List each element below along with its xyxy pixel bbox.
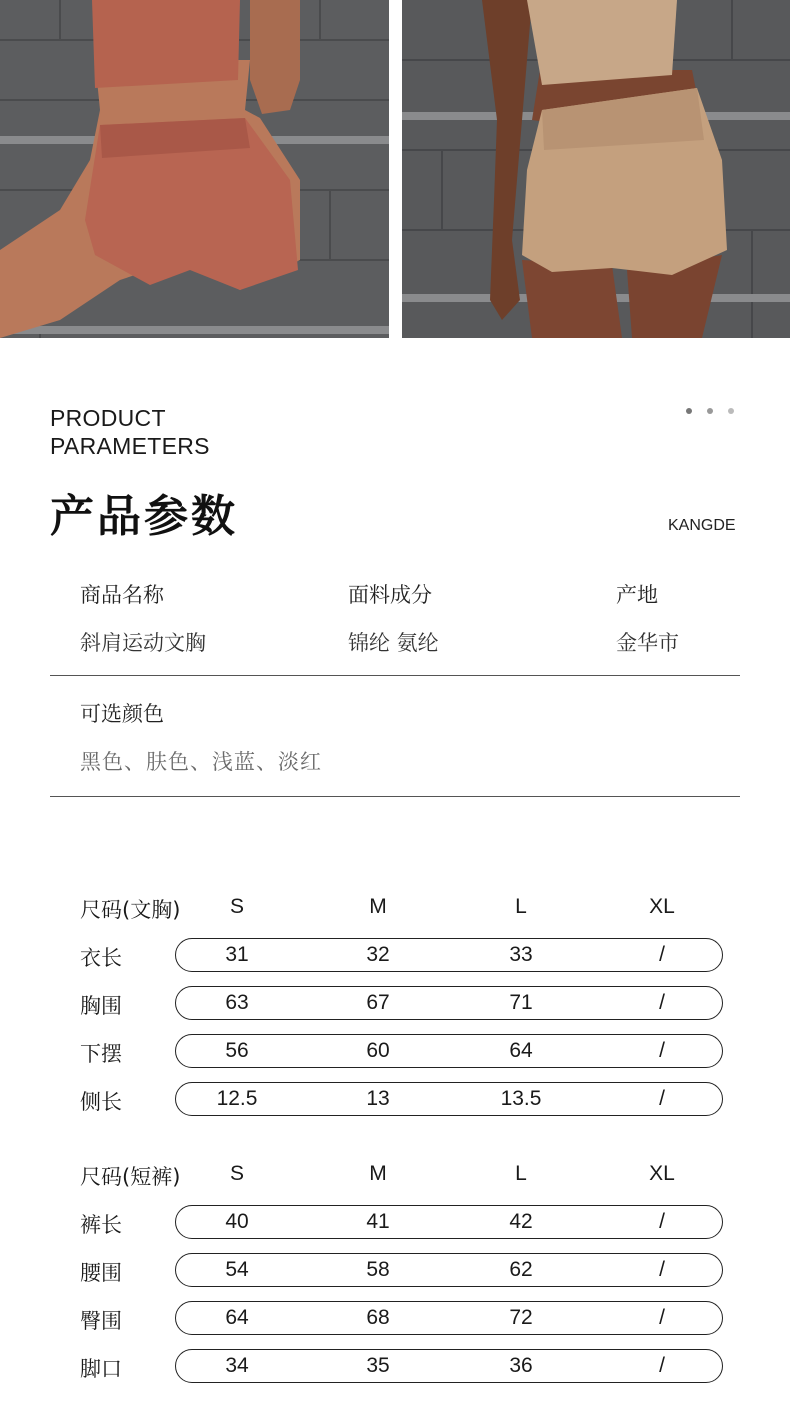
table-cell: 33 bbox=[509, 943, 533, 966]
dot-1 bbox=[686, 408, 692, 414]
table-title: 尺码(文胸) bbox=[80, 898, 181, 922]
table-cell: / bbox=[659, 1039, 665, 1062]
table-cell: 12.5 bbox=[216, 1087, 258, 1110]
param-label-name: 商品名称 bbox=[80, 583, 164, 607]
table-cell: 13.5 bbox=[500, 1087, 542, 1110]
table-header-row bbox=[0, 1157, 790, 1191]
size-header: M bbox=[369, 1162, 387, 1185]
table-row bbox=[0, 1301, 790, 1335]
table-cell: 56 bbox=[225, 1039, 249, 1062]
table-cell: 64 bbox=[509, 1039, 533, 1062]
brand-name: KANGDE bbox=[668, 517, 736, 534]
table-header-row bbox=[0, 890, 790, 924]
size-header: S bbox=[229, 1162, 244, 1185]
table-cell: / bbox=[659, 1087, 665, 1110]
table-cell: 41 bbox=[366, 1210, 390, 1233]
colors-value: 黑色、肤色、浅蓝、淡红 bbox=[80, 750, 322, 774]
table-row bbox=[0, 1082, 790, 1116]
divider bbox=[50, 675, 740, 676]
table-cell: 13 bbox=[366, 1087, 390, 1110]
row-label: 衣长 bbox=[80, 946, 122, 970]
table-row bbox=[0, 1349, 790, 1383]
size-header: S bbox=[229, 895, 244, 918]
table-row bbox=[0, 1034, 790, 1068]
table-cell: 32 bbox=[366, 943, 390, 966]
table-cell: / bbox=[659, 1306, 665, 1329]
divider bbox=[50, 796, 740, 797]
table-cell: 42 bbox=[509, 1210, 533, 1233]
product-photo-beige bbox=[402, 0, 790, 338]
table-cell: 60 bbox=[366, 1039, 390, 1062]
param-label-material: 面料成分 bbox=[348, 583, 432, 607]
table-cell: / bbox=[659, 1210, 665, 1233]
dot-3 bbox=[728, 408, 734, 414]
size-header: L bbox=[515, 895, 527, 918]
table-cell: 35 bbox=[366, 1354, 390, 1377]
table-cell: / bbox=[659, 943, 665, 966]
english-title-line2: PARAMETERS bbox=[50, 433, 210, 459]
table-cell: 58 bbox=[366, 1258, 390, 1281]
english-section-title bbox=[50, 404, 210, 460]
photo-terracotta-illustration bbox=[0, 0, 389, 338]
table-cell: / bbox=[659, 1354, 665, 1377]
page-title: 产品参数 bbox=[50, 491, 238, 542]
english-title-line1: PRODUCT bbox=[50, 405, 166, 431]
colors-label: 可选颜色 bbox=[80, 702, 164, 726]
table-cell: 64 bbox=[225, 1306, 249, 1329]
table-cell: 36 bbox=[509, 1354, 533, 1377]
table-cell: 71 bbox=[509, 991, 533, 1014]
row-label: 臀围 bbox=[80, 1309, 122, 1333]
table-cell: 62 bbox=[509, 1258, 533, 1281]
row-label: 裤长 bbox=[80, 1213, 122, 1237]
table-cell: 63 bbox=[225, 991, 249, 1014]
table-row bbox=[0, 986, 790, 1020]
size-header: L bbox=[515, 1162, 527, 1185]
table-cell: 72 bbox=[509, 1306, 533, 1329]
table-cell: / bbox=[659, 1258, 665, 1281]
table-cell: 34 bbox=[225, 1354, 249, 1377]
photo-beige-illustration bbox=[402, 0, 790, 338]
param-label-origin: 产地 bbox=[616, 583, 658, 607]
param-value-material: 锦纶 氨纶 bbox=[348, 631, 439, 655]
table-row bbox=[0, 938, 790, 972]
table-row bbox=[0, 1253, 790, 1287]
decorative-dots bbox=[686, 408, 736, 418]
table-cell: 31 bbox=[225, 943, 249, 966]
size-header: XL bbox=[649, 895, 675, 918]
table-cell: / bbox=[659, 991, 665, 1014]
product-photo-terracotta bbox=[0, 0, 389, 338]
table-title: 尺码(短裤) bbox=[80, 1165, 181, 1189]
table-cell: 40 bbox=[225, 1210, 249, 1233]
dot-2 bbox=[707, 408, 713, 414]
param-value-origin: 金华市 bbox=[616, 631, 679, 655]
row-label: 脚口 bbox=[80, 1357, 122, 1381]
size-header: XL bbox=[649, 1162, 675, 1185]
table-row bbox=[0, 1205, 790, 1239]
table-cell: 54 bbox=[225, 1258, 249, 1281]
row-label: 侧长 bbox=[80, 1090, 122, 1114]
size-header: M bbox=[369, 895, 387, 918]
row-label: 腰围 bbox=[80, 1261, 122, 1285]
param-value-name: 斜肩运动文胸 bbox=[80, 631, 206, 655]
table-cell: 68 bbox=[366, 1306, 390, 1329]
row-label: 胸围 bbox=[80, 994, 122, 1018]
table-cell: 67 bbox=[366, 991, 390, 1014]
row-label: 下摆 bbox=[80, 1042, 122, 1066]
